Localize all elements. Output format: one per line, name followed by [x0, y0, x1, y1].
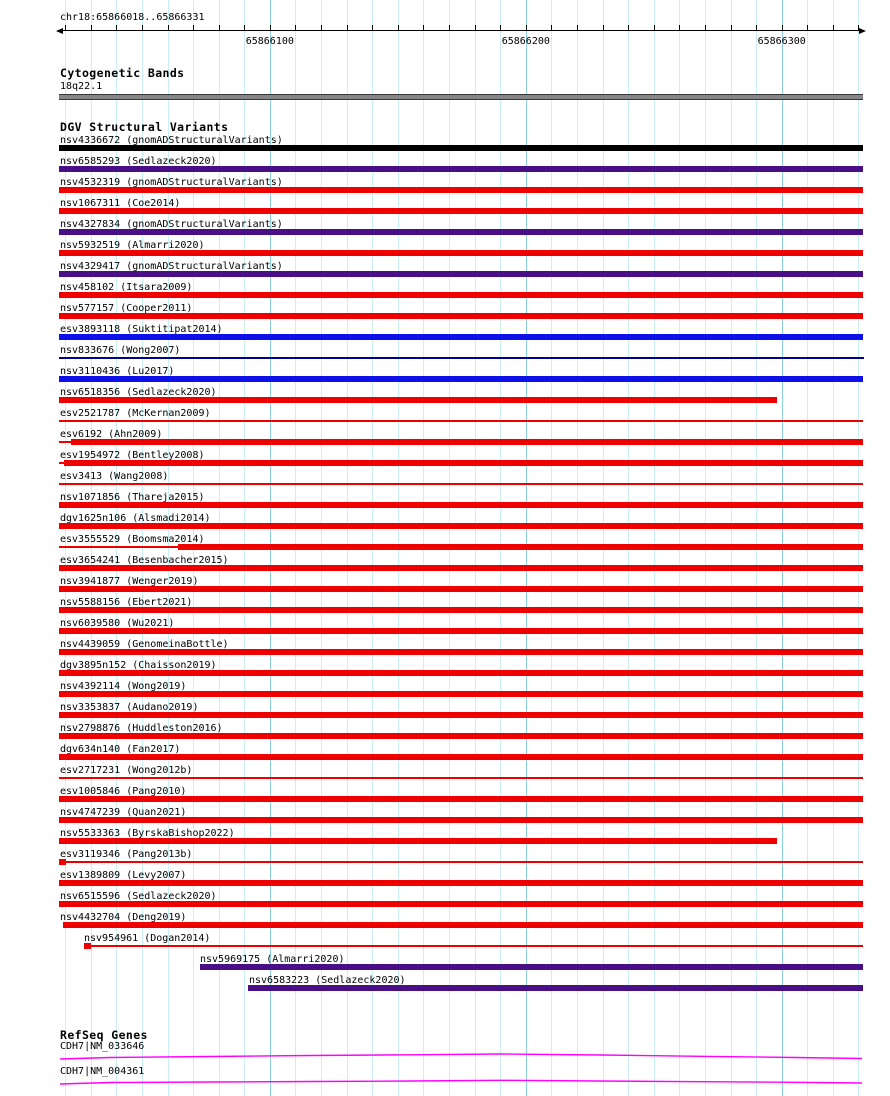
ruler-tick: [807, 25, 808, 30]
variant-label[interactable]: nsv2798876 (Huddleston2016): [60, 723, 223, 734]
variant-label[interactable]: nsv4327834 (gnomADStructuralVariants): [60, 219, 283, 230]
variant-label[interactable]: nsv3353837 (Audano2019): [60, 702, 199, 713]
ruler-right-arrow-icon: [859, 28, 866, 34]
ruler-tick: [679, 25, 680, 30]
ruler-left-arrow-icon: [56, 28, 63, 34]
ruler-line: [60, 30, 861, 31]
variant-label[interactable]: esv6192 (Ahn2009): [60, 429, 163, 440]
variant-label[interactable]: nsv5588156 (Ebert2021): [60, 597, 193, 608]
ruler-tick: [372, 25, 373, 30]
variant-label[interactable]: nsv6518356 (Sedlazeck2020): [60, 387, 217, 398]
ruler-tick: [551, 25, 552, 30]
variant-label[interactable]: esv1005846 (Pang2010): [60, 786, 187, 797]
variant-bar-segment[interactable]: [59, 628, 863, 634]
variant-bar-segment[interactable]: [59, 483, 863, 485]
variant-label[interactable]: esv1389809 (Levy2007): [60, 870, 187, 881]
ruler-tick: [321, 25, 322, 30]
variant-label[interactable]: nsv4439059 (GenomeinaBottle): [60, 639, 229, 650]
ruler-tick: [65, 25, 66, 30]
ruler-tick: [858, 25, 859, 30]
variant-label[interactable]: nsv5969175 (Almarri2020): [200, 954, 345, 965]
ruler-tick: [526, 25, 527, 30]
ruler-tick: [168, 25, 169, 30]
region-label: chr18:65866018..65866331: [60, 12, 205, 23]
ruler-tick: [833, 25, 834, 30]
cytogenetic-band-label: 18q22.1: [60, 81, 103, 92]
ruler-tick: [219, 25, 220, 30]
variant-label[interactable]: esv3893118 (Suktitipat2014): [60, 324, 223, 335]
ruler-tick: [244, 25, 245, 30]
variant-label[interactable]: nsv6585293 (Sedlazeck2020): [60, 156, 217, 167]
variant-label[interactable]: nsv4336672 (gnomADStructuralVariants): [60, 135, 283, 146]
gene-line[interactable]: [60, 1080, 862, 1084]
variant-label[interactable]: nsv954961 (Dogan2014): [84, 933, 211, 944]
variant-label[interactable]: nsv4432704 (Deng2019): [60, 912, 187, 923]
ruler-tick: [193, 25, 194, 30]
cytogenetic-band[interactable]: [59, 94, 863, 100]
variant-label[interactable]: dgv3895n152 (Chaisson2019): [60, 660, 217, 671]
variant-bar-segment[interactable]: [66, 861, 863, 863]
variant-label[interactable]: nsv4329417 (gnomADStructuralVariants): [60, 261, 283, 272]
variant-label[interactable]: nsv3110436 (Lu2017): [60, 366, 175, 377]
variant-label[interactable]: esv2717231 (Wong2012b): [60, 765, 193, 776]
variant-bar-segment[interactable]: [59, 357, 864, 359]
variant-label[interactable]: nsv4392114 (Wong2019): [60, 681, 187, 692]
ruler-tick-label: 65866200: [501, 36, 550, 47]
ruler-tick: [398, 25, 399, 30]
ruler-tick: [500, 25, 501, 30]
variant-label[interactable]: nsv4747239 (Quan2021): [60, 807, 187, 818]
variant-label[interactable]: esv3413 (Wang2008): [60, 471, 169, 482]
variant-label[interactable]: nsv577157 (Cooper2011): [60, 303, 193, 314]
variant-label[interactable]: esv3654241 (Besenbacher2015): [60, 555, 229, 566]
gene-line[interactable]: [60, 1054, 862, 1059]
dgv-section-title: DGV Structural Variants: [60, 120, 229, 134]
variant-bar-segment[interactable]: [71, 439, 863, 445]
ruler-tick: [347, 25, 348, 30]
ruler-tick: [142, 25, 143, 30]
variant-label[interactable]: nsv5533363 (ByrskaBishop2022): [60, 828, 235, 839]
variant-label[interactable]: nsv1067311 (Coe2014): [60, 198, 181, 209]
ruler-tick: [449, 25, 450, 30]
variant-label[interactable]: nsv4532319 (gnomADStructuralVariants): [60, 177, 283, 188]
gene-label[interactable]: CDH7|NM_004361: [60, 1066, 145, 1077]
variant-label[interactable]: nsv6515596 (Sedlazeck2020): [60, 891, 217, 902]
ruler-tick: [577, 25, 578, 30]
ruler-tick: [116, 25, 117, 30]
variant-bar-segment[interactable]: [59, 420, 863, 422]
ruler-tick: [91, 25, 92, 30]
variant-bar-segment[interactable]: [59, 546, 179, 548]
variant-label[interactable]: nsv458102 (Itsara2009): [60, 282, 193, 293]
ruler-tick: [423, 25, 424, 30]
ruler-tick: [782, 25, 783, 30]
variant-label[interactable]: nsv3941877 (Wenger2019): [60, 576, 199, 587]
variant-label[interactable]: nsv1071856 (Thareja2015): [60, 492, 205, 503]
ruler-tick: [603, 25, 604, 30]
ruler-tick: [295, 25, 296, 30]
ruler-tick: [270, 25, 271, 30]
refseq-section-title: RefSeq Genes: [60, 1028, 148, 1042]
variant-bar-segment[interactable]: [59, 777, 863, 779]
ruler-tick: [628, 25, 629, 30]
ruler-tick: [705, 25, 706, 30]
variant-bar-segment[interactable]: [178, 544, 863, 550]
ruler-tick: [756, 25, 757, 30]
gene-label[interactable]: CDH7|NM_033646: [60, 1041, 145, 1052]
variant-label[interactable]: dgv1625n106 (Alsmadi2014): [60, 513, 211, 524]
variant-bar-segment[interactable]: [91, 945, 863, 947]
ruler-tick: [654, 25, 655, 30]
cytogenetic-section-title: Cytogenetic Bands: [60, 66, 185, 80]
ruler-tick-label: 65866100: [245, 36, 294, 47]
variant-label[interactable]: nsv6039580 (Wu2021): [60, 618, 175, 629]
variant-label[interactable]: nsv5932519 (Almarri2020): [60, 240, 205, 251]
variant-label[interactable]: nsv833676 (Wong2007): [60, 345, 181, 356]
ruler-tick: [475, 25, 476, 30]
ruler-tick: [731, 25, 732, 30]
variant-label[interactable]: esv1954972 (Bentley2008): [60, 450, 205, 461]
variant-label[interactable]: esv3555529 (Boomsma2014): [60, 534, 205, 545]
variant-label[interactable]: esv2521787 (McKernan2009): [60, 408, 211, 419]
variant-label[interactable]: esv3119346 (Pang2013b): [60, 849, 193, 860]
variant-bar-segment[interactable]: [59, 376, 863, 382]
variant-label[interactable]: nsv6583223 (Sedlazeck2020): [249, 975, 406, 986]
variant-label[interactable]: dgv634n140 (Fan2017): [60, 744, 181, 755]
ruler-tick-label: 65866300: [757, 36, 806, 47]
